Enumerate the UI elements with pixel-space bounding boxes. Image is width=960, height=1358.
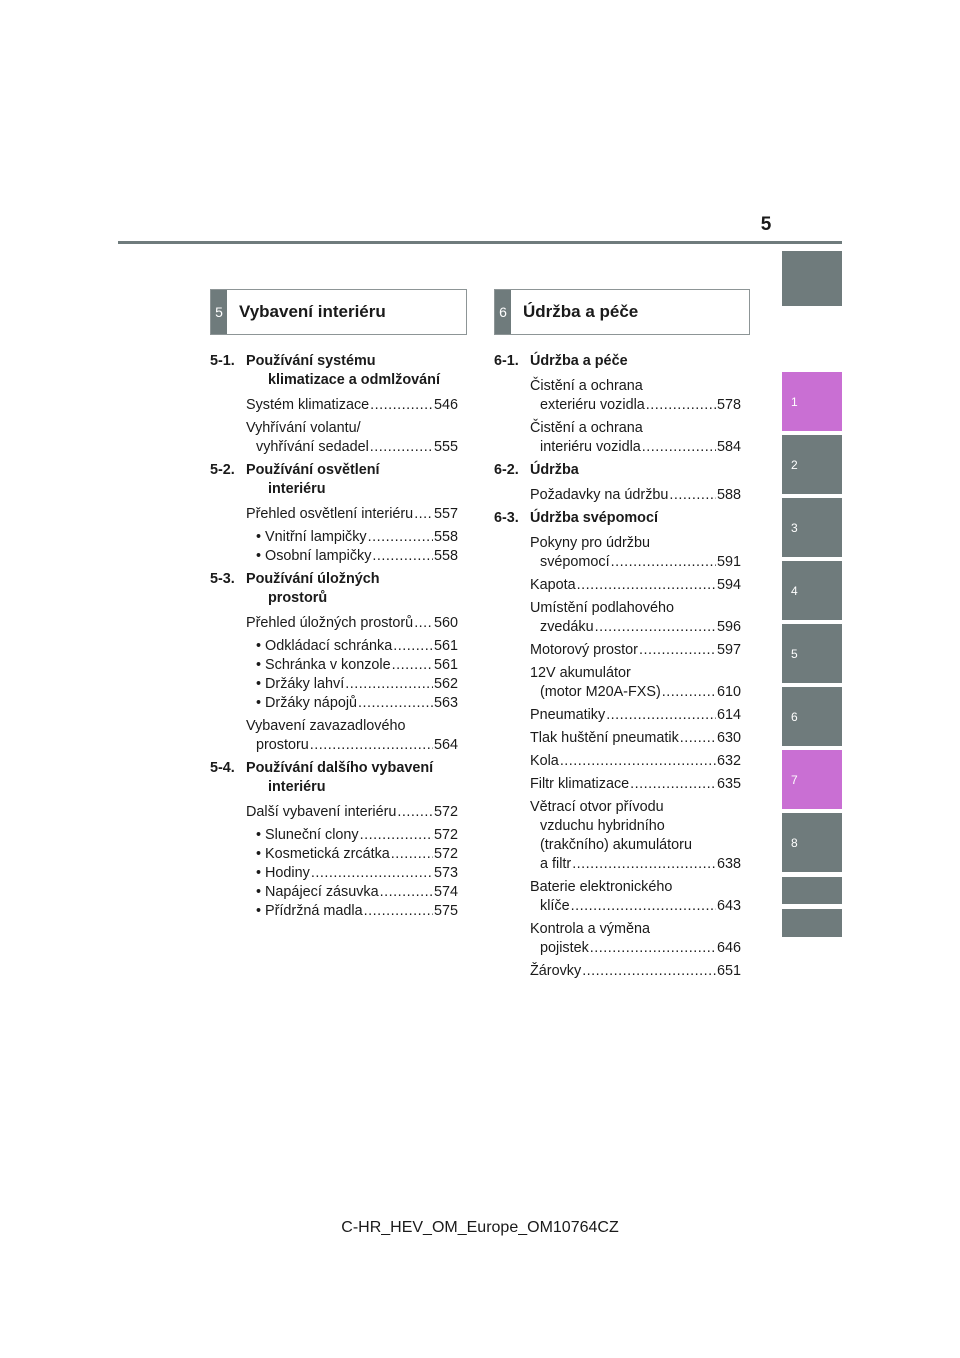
tab-7[interactable] [782,750,842,809]
entry-text-line: svépomocí [540,554,610,570]
entry-text-line: Přehled osvětlení interiéru [246,506,414,522]
toc-entry[interactable] [256,864,458,883]
section-header-5 [210,289,467,335]
toc-entry[interactable] [530,486,741,505]
entry-page-number: 561 [433,657,458,673]
entry-page-number: 572 [433,804,458,820]
dot-leader [397,803,433,822]
toc-entry[interactable] [256,637,458,656]
chapter-number: 6-1. [494,353,519,369]
chapter-title-line: Údržba a péče [530,353,628,369]
dot-leader [311,864,433,883]
chapter-heading[interactable] [210,759,458,797]
page-number: 5 [760,214,772,235]
chapter-title-line: prostorů [268,590,328,606]
chapter-heading[interactable] [494,509,741,528]
dot-leader [358,694,433,713]
entry-text-line: Větrací otvor přívodu [530,799,664,815]
entry-page-number: 597 [716,642,741,658]
entry-text-line: • Schránka v konzole [256,657,391,673]
entry-text-line: • Držáky lahví [256,676,345,692]
toc-entry[interactable] [246,614,458,633]
entry-page-number: 562 [433,676,458,692]
chapter-number: 5-2. [210,462,235,478]
toc-entry[interactable] [246,396,458,415]
entry-text-line: Motorový prostor [530,642,638,658]
entry-page-number: 643 [716,898,741,914]
tab-8[interactable] [782,813,842,872]
entry-page-number: 635 [716,776,741,792]
dot-leader [582,962,716,981]
entry-page-number: 591 [716,554,741,570]
toc-column-right [494,352,741,985]
tab-4-label: 4 [791,583,798,598]
toc-entry[interactable] [530,706,741,725]
dot-leader [639,641,716,660]
section-number: 6 [495,290,511,334]
tab-1-label: 1 [791,394,798,409]
entry-text-line: • Kosmetická zrcátka [256,846,390,862]
toc-entry[interactable] [256,547,458,566]
entry-text-line: (trakčního) akumulátoru [540,837,692,853]
entry-page-number: 564 [433,737,458,753]
entry-text-line: Baterie elektronického [530,879,673,895]
dot-leader [380,883,433,902]
chapter-title-line: Používání úložných [246,571,380,587]
dot-leader [680,729,716,748]
dot-leader [630,775,716,794]
tab-blank-a[interactable] [782,877,842,904]
toc-entry[interactable] [530,641,741,660]
entry-text-line: vzduchu hybridního [540,818,665,834]
entry-text-line: Další vybavení interiéru [246,804,397,820]
entry-text-line: • Sluneční clony [256,827,359,843]
dot-leader [364,902,433,921]
toc-entry[interactable] [530,962,741,981]
tab-4[interactable] [782,561,842,620]
toc-entry[interactable] [530,599,741,637]
entry-text-line: Systém klimatizace [246,397,370,413]
entry-page-number: 594 [716,577,741,593]
dot-leader [606,706,716,725]
entry-text-line: • Vnitřní lampičky [256,529,367,545]
toc-entry[interactable] [530,534,741,572]
document-code: C-HR_HEV_OM_Europe_OM10764CZ [341,1219,619,1236]
toc-entry[interactable] [530,729,741,748]
tab-1[interactable] [782,372,842,431]
chapter-number: 6-2. [494,462,519,478]
entry-text-line: exteriéru vozidla [540,397,645,413]
chapter-title-line: interiéru [268,481,326,497]
dot-leader [595,618,716,637]
tab-7-label: 7 [791,772,798,787]
entry-page-number: 646 [716,940,741,956]
entry-text-line: Vybavení zavazadlového [246,718,406,734]
entry-page-number: 638 [716,856,741,872]
dot-leader [414,505,433,524]
chapter-title-line: interiéru [268,779,326,795]
entry-page-number: 575 [433,903,458,919]
toc-entry[interactable] [256,883,458,902]
dot-leader [372,547,433,566]
chapter-number: 6-3. [494,510,519,526]
entry-text-line: Kontrola a výměna [530,921,650,937]
entry-text-line: (motor M20A-FXS) [540,684,661,700]
entry-text-line: • Hodiny [256,865,310,881]
entry-page-number: 555 [433,439,458,455]
entry-text-line: interiéru vozidla [540,439,641,455]
toc-column-left [210,352,458,925]
dot-leader [391,845,433,864]
entry-page-number: 573 [433,865,458,881]
dot-leader [646,396,716,415]
toc-entry[interactable] [530,752,741,771]
entry-page-number: 584 [716,439,741,455]
tab-5-label: 5 [791,646,798,661]
tab-6[interactable] [782,687,842,746]
entry-page-number: 561 [433,638,458,654]
toc-entry[interactable] [530,377,741,415]
entry-text-line: Přehled úložných prostorů [246,615,414,631]
toc-entry[interactable] [256,826,458,845]
dot-leader [360,826,433,845]
entry-page-number: 578 [716,397,741,413]
entry-text-line: • Napájecí zásuvka [256,884,379,900]
dot-leader [577,576,716,595]
dot-leader [571,897,716,916]
section-title: Údržba a péče [523,302,639,321]
dot-leader [393,637,433,656]
entry-text-line: vyhřívání sedadel [256,439,369,455]
dot-leader [662,683,716,702]
toc-entry[interactable] [246,717,458,755]
chapter-title-line: klimatizace a odmlžování [268,372,440,388]
entry-text-line: Čistění a ochrana [530,378,643,394]
entry-page-number: 596 [716,619,741,635]
chapter-title-line: Používání systému [246,353,376,369]
entry-text-line: Kola [530,753,559,769]
entry-text-line: klíče [540,898,570,914]
dot-leader [669,486,716,505]
toc-entry[interactable] [530,576,741,595]
entry-page-number: 558 [433,548,458,564]
tab-5[interactable] [782,624,842,683]
chapter-heading[interactable] [210,461,458,499]
entry-text-line: pojistek [540,940,589,956]
entry-text-line: Pokyny pro údržbu [530,535,650,551]
toc-entry[interactable] [530,920,741,958]
chapter-title-line: Údržba [530,462,579,478]
entry-page-number: 610 [716,684,741,700]
entry-text-line: Kapota [530,577,576,593]
section-title: Vybavení interiéru [239,302,386,321]
entry-text-line: • Osobní lampičky [256,548,372,564]
dot-leader [345,675,433,694]
dot-leader [414,614,433,633]
dot-leader [368,528,433,547]
dot-leader [611,553,716,572]
toc-entry[interactable] [256,675,458,694]
entry-text-line: Pneumatiky [530,707,606,723]
dot-leader [370,396,433,415]
toc-entry[interactable] [530,419,741,457]
entry-text-line: a filtr [540,856,572,872]
chapter-heading[interactable] [210,570,458,608]
entry-page-number: 560 [433,615,458,631]
chapter-number: 5-3. [210,571,235,587]
entry-text-line: 12V akumulátor [530,665,631,681]
entry-text-line: • Přídržná madla [256,903,363,919]
header-rule [118,241,842,244]
entry-page-number: 632 [716,753,741,769]
entry-text-line: Čistění a ochrana [530,420,643,436]
entry-page-number: 588 [716,487,741,503]
tab-8-label: 8 [791,835,798,850]
toc-entry[interactable] [256,902,458,921]
tab-6-label: 6 [791,709,798,724]
toc-entry[interactable] [246,803,458,822]
entry-text-line: Filtr klimatizace [530,776,630,792]
chapter-number: 5-4. [210,760,235,776]
chapter-number: 5-1. [210,353,235,369]
toc-entry[interactable] [256,656,458,675]
dot-leader [310,736,433,755]
entry-page-number: 558 [433,529,458,545]
entry-text-line: Umístění podlahového [530,600,674,616]
toc-entry[interactable] [256,528,458,547]
entry-page-number: 574 [433,884,458,900]
chapter-title-line: Používání osvětlení [246,462,380,478]
entry-text-line: Požadavky na údržbu [530,487,669,503]
dot-leader [642,438,716,457]
entry-page-number: 651 [716,963,741,979]
chapter-title-line: Údržba svépomocí [530,510,658,526]
toc-entry[interactable] [246,419,458,457]
entry-text-line: Tlak huštění pneumatik [530,730,679,746]
entry-page-number: 563 [433,695,458,711]
tab-blank-top[interactable] [782,251,842,306]
toc-entry[interactable] [256,845,458,864]
entry-text-line: • Odkládací schránka [256,638,393,654]
entry-text-line: Vyhřívání volantu/ [246,420,361,436]
entry-page-number: 630 [716,730,741,746]
tab-2[interactable] [782,435,842,494]
entry-page-number: 557 [433,506,458,522]
chapter-heading[interactable] [210,352,458,390]
tab-3[interactable] [782,498,842,557]
toc-entry[interactable] [256,694,458,713]
toc-entry[interactable] [530,798,741,874]
chapter-heading[interactable] [494,461,741,480]
entry-page-number: 614 [716,707,741,723]
tab-3-label: 3 [791,520,798,535]
chapter-title-line: Používání dalšího vybavení [246,760,434,776]
tab-2-label: 2 [791,457,798,472]
entry-page-number: 572 [433,846,458,862]
entry-text-line: zvedáku [540,619,594,635]
entry-text-line: • Držáky nápojů [256,695,358,711]
dot-leader [370,438,433,457]
entry-page-number: 572 [433,827,458,843]
toc-entry[interactable] [530,878,741,916]
dot-leader [560,752,716,771]
dot-leader [392,656,433,675]
section-number: 5 [211,290,227,334]
toc-entry[interactable] [530,775,741,794]
entry-text-line: prostoru [256,737,309,753]
section-header-6 [494,289,750,335]
dot-leader [572,855,716,874]
entry-text-line: Žárovky [530,963,582,979]
toc-entry[interactable] [246,505,458,524]
entry-page-number: 546 [433,397,458,413]
dot-leader [590,939,716,958]
chapter-heading[interactable] [494,352,741,371]
toc-entry[interactable] [530,664,741,702]
tab-blank-b[interactable] [782,909,842,937]
